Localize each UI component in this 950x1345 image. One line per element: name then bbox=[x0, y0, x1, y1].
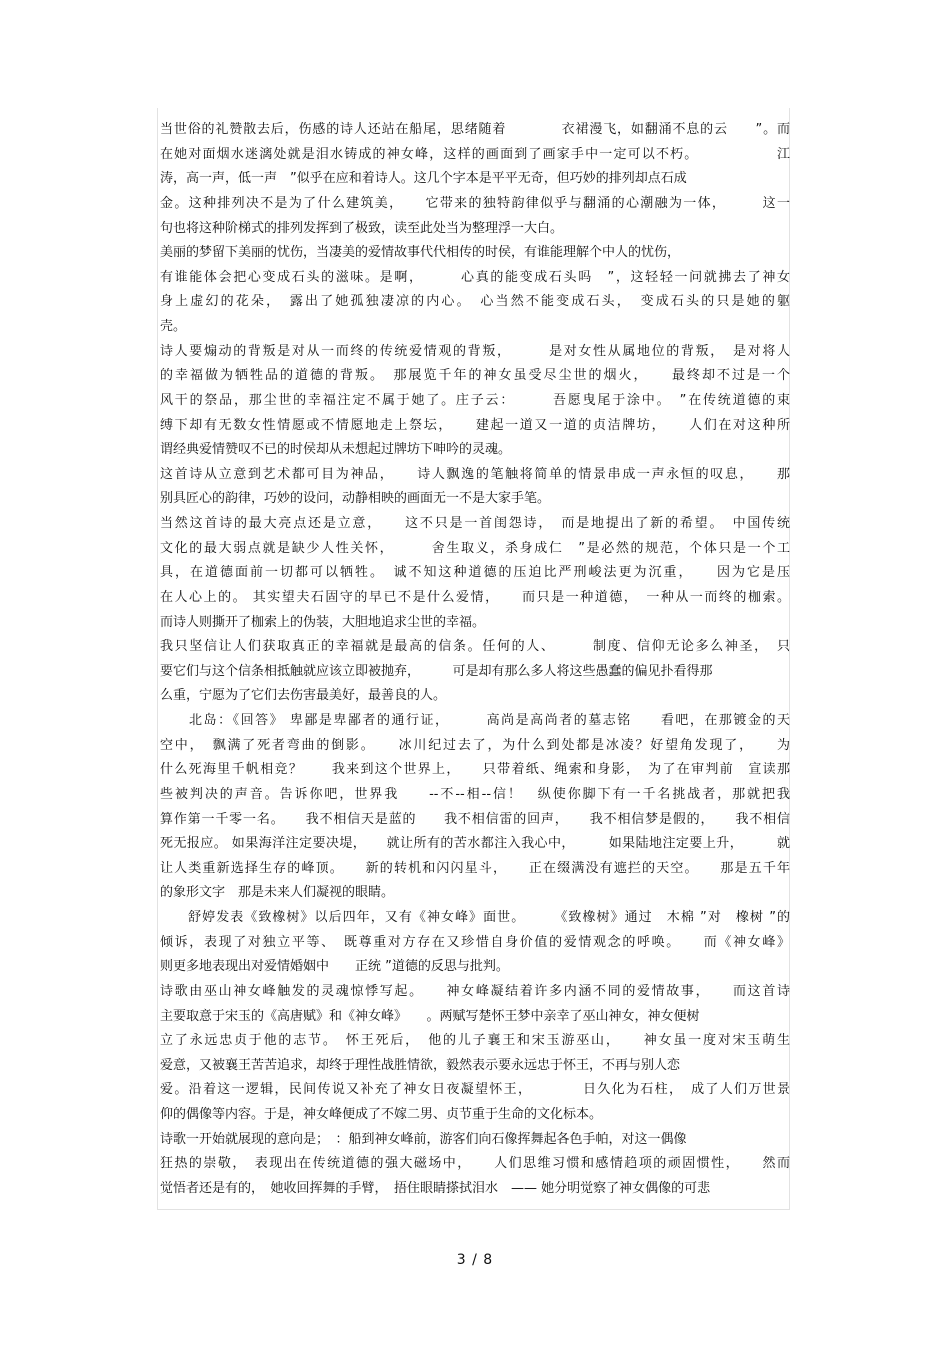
text-line: 别具匠心的韵律，巧妙的设问，动静相映的画面无一不是大家手笔。 bbox=[160, 491, 551, 507]
document-body bbox=[160, 118, 790, 1202]
text-line: 空中， 飘满了死者弯曲的倒影。 冰川纪过去了，为什么到处都是冰凌？好望角发现了， 为 bbox=[160, 737, 790, 753]
text-line: 金。这种排列决不是为了什么建筑美， 它带来的独特韵律似乎与翻涌的心潮融为一体， 这一 bbox=[160, 195, 790, 211]
text-line: 死无报应。 如果海洋注定要决堤， 就让所有的苦水都注入我心中， 如果陆地注定要上升， 就 bbox=[160, 836, 790, 852]
page-number: 3 / 8 bbox=[456, 1252, 494, 1268]
text-line: 句也将这种阶梯式的排列发挥到了极致，读至此处当为整理浮一大白。 bbox=[160, 220, 564, 236]
text-line: 有谁能体会把心变成石头的滋味。是啊， 心真的能变成石头吗 ”，这轻轻一问就拂去了神女 bbox=[160, 269, 790, 285]
text-line: 这首诗从立意到艺术都可目为神品， 诗人飘逸的笔触将简单的情景串成一声永恒的叹息， 那 bbox=[160, 466, 790, 482]
text-line: 觉悟者还是有的， 她收回挥舞的手臂， 捂住眼睛搽拭泪水 —— 她分明觉察了神女偶像的可悲 bbox=[160, 1180, 711, 1196]
text-line: 在人心上的。 其实望夫石固守的早已不是什么爱情， 而只是一种道德， 一种从一而终的枷索。 bbox=[160, 589, 790, 605]
text-line: 舒婷发表《致橡树》以后四年，又有《神女峰》面世。 《致橡树》通过 木棉 ”对 橡树 ”的 bbox=[160, 910, 790, 925]
text-line: 在她对面烟水迷漓处就是泪水铸成的神女峰，这样的画面到了画家手中一定可以不朽。 江 bbox=[160, 146, 790, 162]
text-line: 诗歌由巫山神女峰触发的灵魂惊悸写起。 神女峰凝结着许多内涵不同的爱情故事， 而这首诗 bbox=[160, 983, 790, 999]
text-line: 爱。沿着这一逻辑，民间传说又补充了神女日夜凝望怀王， 日久化为石柱， 成了人们万世景 bbox=[160, 1082, 790, 1098]
text-line: 爱意，又被襄王苦苦追求，却终于理性战胜情欲，毅然表示要永远忠于怀王，不再与别人恋 bbox=[160, 1057, 681, 1073]
text-line: 当世俗的礼赞散去后，伤感的诗人还站在船尾，思绪随着 衣裙漫飞，如翻涌不息的云 ”。而 bbox=[160, 122, 790, 137]
text-line: 狂热的崇敬， 表现出在传统道德的强大磁场中， 人们思维习惯和感情趋项的顽固惯性， 然而 bbox=[160, 1156, 790, 1172]
text-line: 风干的祭品，那尘世的幸福注定不属于她了。庄子云： 吾愿曳尾于涂中。 ”在传统道德的束 bbox=[160, 392, 790, 408]
text-line: 缚下却有无数女性情愿或不情愿地走上祭坛， 建起一道又一道的贞洁牌坊， 人们在对这种所 bbox=[160, 417, 790, 433]
text-line: 算作第一千零一名。 我不相信天是蓝的 我不相信雷的回声， 我不相信梦是假的， 我不相信 bbox=[160, 811, 790, 827]
text-line: 具，在道德面前一切都可以牺牲。 诚不知这种道德的压迫比严刑峻法更为沉重， 因为它是压 bbox=[160, 565, 790, 581]
text-line: 则更多地表现出对爱情婚姻中 正统 ”道德的反思与批判。 bbox=[160, 959, 509, 975]
text-line: 倾诉，表现了对独立平等、 既尊重对方存在又珍惜自身价值的爱情观念的呼唤。 而《神女峰》 bbox=[160, 934, 790, 950]
text-line: 主要取意于宋玉的《高唐赋》和《神女峰》 。两赋写楚怀王梦中亲幸了巫山神女，神女便树 bbox=[160, 1008, 700, 1024]
text-line: 我只坚信让人们获取真正的幸福就是最高的信条。任何的人、 制度、信仰无论多么神圣， 只 bbox=[160, 639, 790, 655]
text-line: 当然这首诗的最大亮点还是立意， 这不只是一首闺怨诗， 而是地提出了新的希望。 中国传统 bbox=[160, 516, 790, 531]
text-line: 美丽的梦留下美丽的忧伤，当凄美的爱情故事代代相传的时侯，有谁能理解个中人的忧伤， bbox=[160, 245, 681, 261]
text-line: 而诗人则撕开了枷索上的伪装，大胆地追求尘世的幸福。 bbox=[160, 614, 486, 630]
text-line: 文化的最大弱点就是缺少人性关怀， 舍生取义，杀身成仁 ”是必然的规范，个体只是一个工 bbox=[160, 540, 790, 556]
text-line: 北岛：《回答》 卑鄙是卑鄙者的通行证， 高尚是高尚者的墓志铭 看吧，在那镀金的天 bbox=[160, 713, 790, 728]
text-line: 的幸福做为牺牲品的道德的背叛。 那展览千年的神女虽受尽尘世的烟火， 最终却不过是一个 bbox=[160, 368, 790, 384]
text-line: 诗人要煽动的背叛是对从一而终的传统爱情观的背叛， 是对女性从属地位的背叛， 是对将人 bbox=[160, 343, 790, 359]
text-line: 么重，宁愿为了它们去伤害最美好，最善良的人。 bbox=[160, 688, 447, 704]
text-line: 壳。 bbox=[160, 319, 187, 334]
text-line: 涛，高一声，低一声 ”似乎在应和着诗人。这几个字本是平平无奇，但巧妙的排列却点石成 bbox=[160, 171, 687, 187]
text-line: 些被判决的声音。告诉你吧，世界我 --不--相--信！ 纵使你脚下有一千名挑战者，那就把我 bbox=[160, 786, 790, 802]
text-line: 谓经典爱情赞叹不已的时侯却从未想起过牌坊下呻吟的灵魂。 bbox=[160, 442, 512, 458]
text-line: 诗歌一开始就展现的意向是； ：船到神女峰前，游客们向石像挥舞起各色手帕，对这一偶像 bbox=[160, 1131, 687, 1147]
text-line: 仰的偶像等内容。于是，神女峰便成了不嫁二男、贞节重于生命的文化标本。 bbox=[160, 1107, 603, 1122]
text-line: 立了永远忠贞于他的志节。 怀王死后， 他的儿子襄王和宋玉游巫山， 神女虽一度对宋玉萌生 bbox=[160, 1033, 790, 1049]
text-line: 什么死海里千帆相竞？ 我来到这个世界上， 只带着纸、绳索和身影， 为了在审判前 宣读那 bbox=[160, 762, 790, 778]
text-line: 要它们与这个信条相抵触就应该立即被抛弃， 可是却有那么多人将这些愚蠢的偏见扑看得那 bbox=[160, 663, 713, 679]
text-line: 的象形文字 那是未来人们凝视的眼睛。 bbox=[160, 885, 395, 901]
text-line: 让人类重新选择生存的峰顶。 新的转机和闪闪星斗， 正在缀满没有遮拦的天空。 那是五千年 bbox=[160, 860, 790, 876]
text-line: 身上虚幻的花朵， 露出了她孤独凄凉的内心。 心当然不能变成石头， 变成石头的只是她的躯 bbox=[160, 294, 790, 310]
